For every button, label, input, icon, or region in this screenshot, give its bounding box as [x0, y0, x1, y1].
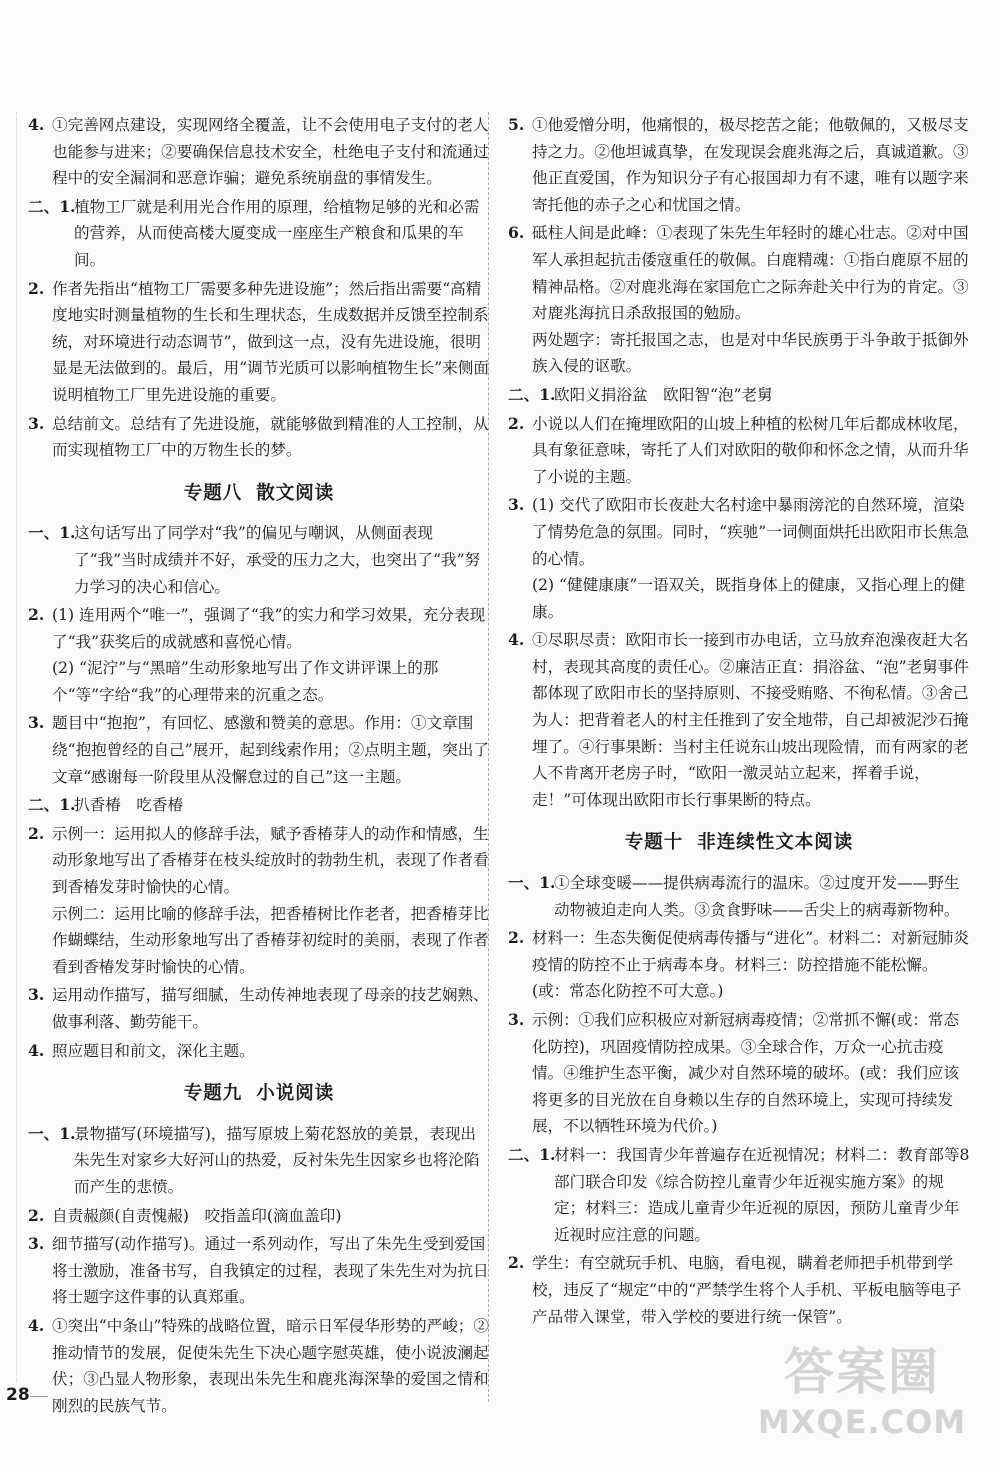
left-block-2 [28, 520, 490, 1064]
item-number: 2. [28, 823, 45, 843]
item-number: 2. [508, 413, 525, 433]
item-number: 2. [28, 605, 45, 625]
answer-item [508, 112, 970, 218]
answer-item [28, 276, 490, 409]
answer-item [28, 411, 490, 464]
answer-item [28, 1313, 490, 1419]
watermark-logo [752, 1341, 972, 1461]
answer-item [508, 925, 970, 1005]
item-number: 5. [508, 115, 525, 134]
answer-item [28, 1231, 490, 1311]
answer-text: 示例二：运用比喻的修辞手法，把香椿树比作老者，把香椿芽比作蝴蝶结，生动形象地写出了香椿芽初绽时的美丽，表现了作者看到香椿发芽时愉快的心情。 [52, 904, 489, 976]
item-number: 3. [508, 495, 525, 515]
answer-text: (2) “健健康康”一语双关，既指身体上的健康，又指心理上的健康。 [532, 576, 965, 621]
answer-item [508, 382, 970, 409]
answer-text: 照应题目和前文，深化主题。 [52, 1041, 255, 1060]
answer-text: ①突出“中条山”特殊的战略位置，暗示日军侵华形势的严峻；②推动情节的发展，促使朱先生下决心题字慰英雄，使小说波澜起伏；③凸显人物形象，表现出朱先生和鹿兆海深挚的爱国之情和刚烈的民族气节。 [52, 1316, 489, 1415]
answer-text: 材料一：我国青少年普遍存在近视情况；材料二：教育部等8部门联合印发《综合防控儿童青少年近视实施方案》的规定；材料三：造成儿童青少年近视的原因，预防儿童青少年近视时应注意的问题。 [554, 1145, 970, 1244]
item-number: 3. [508, 1010, 525, 1029]
item-number: 2. [28, 278, 45, 298]
section-heading-10 [508, 830, 970, 857]
watermark-mark: 答案圈 [784, 1343, 940, 1401]
heading-number: 专题十 [624, 832, 684, 854]
answer-item [28, 792, 490, 819]
answer-text: 欧阳义捐浴盆 欧阳智“泡”老舅 [554, 385, 773, 404]
answer-text: (1) 交代了欧阳市长夜赴大名村途中暴雨滂沱的自然环境，渲染了情势危急的氛围。同时，“疾驰”一词侧面烘托出欧阳市长焦急的心情。 [532, 496, 969, 568]
answer-text: ①完善网点建设，实现网络全覆盖，让不会使用电子支付的老人也能参与进来；②要确保信息技术安全，杜绝电子支付和流通过程中的安全漏洞和恶意诈骗；避免系统崩盘的事情发生。 [52, 116, 489, 188]
answer-text: 细节描写(动作描写)。通过一系列动作，写出了朱先生受到爱国将士激励，准备书写，自我镇定的过程，表现了朱先生对为抗日将士题字这件事的认真郑重。 [52, 1235, 489, 1307]
item-number: 二、1. [508, 384, 556, 404]
answer-text: (1) 连用两个“唯一”，强调了“我”的实力和学习效果，充分表现了“我”获奖后的成就感和喜悦心情。 [52, 606, 486, 651]
section-heading-9 [28, 1081, 490, 1108]
answer-item [508, 492, 970, 625]
answer-item [28, 821, 490, 981]
answer-text: ①全球变暖——提供病毒流行的温床。②过度开发——野生动物被迫走向人类。③贪食野味——舌尖上的病毒新物种。 [554, 874, 960, 919]
item-number: 3. [28, 713, 45, 733]
answer-item [508, 1142, 970, 1248]
left-block-3 [28, 1121, 490, 1420]
answer-text: 自责赧颜(自责愧赧) 咬指盖印(滴血盖印) [52, 1206, 342, 1225]
item-number: 4. [508, 630, 525, 650]
answer-item [28, 194, 490, 274]
section-heading-8 [28, 481, 490, 508]
answer-item [508, 1250, 970, 1330]
answer-text: 扒香椿 吃香椿 [74, 796, 184, 815]
item-number: 2. [508, 1253, 525, 1273]
item-number: 3. [28, 1234, 45, 1254]
right-block-1 [508, 112, 970, 813]
watermark-url: MXQE.COM [757, 1403, 967, 1441]
answer-item [28, 1203, 490, 1230]
item-number: 2. [28, 1205, 45, 1225]
answer-text: 小说以人们在掩埋欧阳的山坡上种植的松树几年后都成林收尾，具有象征意味，寄托了人们对欧阳的敬仰和怀念之情，从而升华了小说的主题。 [532, 414, 969, 486]
heading-title: 散文阅读 [256, 482, 335, 504]
answer-text: 示例：①我们应积极应对新冠病毒疫情；②常抓不懈(或：常态化防控)，巩固疫情防控成果。③全球合作，万众一心抗击疫情。④维护生态平衡，减少对自然环境的破坏。(或：我们应该将更多的目光放在自身赖以生存的自然环境上，实现可持续发展，不以牺牲环境为代价。) [532, 1011, 960, 1136]
answer-item [508, 870, 970, 923]
answer-item [508, 627, 970, 813]
answer-text: 砥柱人间是此峰：①表现了朱先生年轻时的雄心壮志。②对中国军人承担起抗击倭寇重任的敬佩。白鹿精魂：①指白鹿原不屈的精神品格。②对鹿兆海在家国危亡之际奔赴关中行为的肯定。③对鹿兆海抗日杀敌报国的勉励。 [532, 224, 969, 323]
item-number: 二、1. [28, 795, 76, 815]
left-column [28, 112, 490, 1419]
answer-text: ①他爱憎分明，他痛恨的，极尽挖苦之能；他敬佩的，又极尽支持之力。②他坦诚真挚，在发现误会鹿兆海之后，真诚道歉。③他正直爱国，作为知识分子有心报国却力有不逮，唯有以题字来寄托他的赤子之心和忧国之情。 [532, 116, 969, 214]
answer-item [28, 710, 490, 790]
item-number: 4. [28, 1315, 45, 1335]
right-block-2 [508, 870, 970, 1330]
right-column [508, 112, 970, 1330]
answer-item [28, 602, 490, 708]
answer-item [28, 1121, 490, 1201]
answer-item [28, 982, 490, 1035]
item-number: 4. [28, 115, 45, 134]
answer-text: 景物描写(环境描写)，描写原坡上菊花怒放的美景，表现出朱先生对家乡大好河山的热爱，反衬朱先生因家乡也将沦陷而产生的悲愤。 [74, 1124, 480, 1196]
answer-text: 作者先指出“植物工厂需要多种先进设施”；然后指出需要“高精度地实时测量植物的生长和生理状态，生成数据并反馈至控制系统，对环境进行动态调节”，做到这一点，没有先进设施，很明显是无法做到的。最后，用“调节光质可以影响植物生长”来侧面说明植物工厂里先进设施的重要。 [52, 279, 489, 404]
item-number: 3. [28, 985, 45, 1005]
item-number: 二、1. [508, 1144, 556, 1164]
page-number-rule [30, 1396, 48, 1397]
item-number: 4. [28, 1040, 45, 1060]
heading-number: 专题八 [183, 482, 243, 504]
answer-item [28, 520, 490, 600]
answer-text: 这句话写出了同学对“我”的偏见与嘲讽，从侧面表现了“我”当时成绩并不好，承受的压力之大，也突出了“我”努力学习的决心和信心。 [74, 524, 481, 596]
heading-number: 专题九 [183, 1083, 243, 1105]
item-number: 二、1. [28, 196, 76, 216]
page-number: 28 [6, 1385, 30, 1405]
item-number: 2. [508, 928, 525, 948]
answer-text: 两处题字：寄托报国之志，也是对中华民族勇于斗争敢于抵御外族入侵的讴歌。 [532, 330, 969, 376]
answer-text: 学生：有空就玩手机、电脑，看电视，瞒着老师把手机带到学校，违反了“规定”中的“严禁学生将个人手机、平板电脑等电子产品带入课堂，带入学校的要进行统一保管”。 [532, 1254, 962, 1326]
item-number: 一、1. [508, 873, 556, 893]
answer-text: 总结前文。总结有了先进设施，就能够做到精准的人工控制，从而实现植物工厂中的万物生长的梦。 [52, 414, 489, 460]
item-number: 3. [28, 413, 45, 433]
answer-text: 题目中“抱抱”，有回忆、感激和赞美的意思。作用：①文章围绕“抱抱曾经的自己”展开，起到线索作用；②点明主题，突出了文章“感谢每一阶段里从没懈怠过的自己”这一主题。 [52, 714, 489, 786]
answer-text: 运用动作描写，描写细腻，生动传神地表现了母亲的技艺娴熟、做事利落、勤劳能干。 [52, 986, 489, 1031]
answer-text: 植物工厂就是利用光合作用的原理，给植物足够的光和必需的营养，从而使高楼大厦变成一座座生产粮食和瓜果的车间。 [74, 197, 480, 269]
item-number: 6. [508, 223, 525, 243]
answer-item [508, 411, 970, 491]
answer-item [28, 1038, 490, 1065]
heading-title: 非连续性文本阅读 [697, 832, 854, 854]
answer-text: (2) “泥泞”与“黑暗”生动形象地写出了作文讲评课上的那个“等”字给“我”的心理带来的沉重之态。 [52, 659, 439, 704]
answer-text: 材料一：生态失衡促使病毒传播与“进化”。材料二：对新冠肺炎疫情的防控不止于病毒本身。材料三：防控措施不能松懈。(或：常态化防控不可大意。) [532, 929, 969, 1001]
item-number: 一、1. [28, 523, 76, 543]
answer-item [28, 112, 490, 192]
item-number: 一、1. [28, 1123, 76, 1143]
answer-text: ①尽职尽责：欧阳市长一接到市办电话，立马放弃泡澡夜赶大名村，表现其高度的责任心。②廉洁正直：捐浴盆、“泡”老舅事件都体现了欧阳市长的坚持原则、不接受贿赂、不徇私情。③舍己为人：把背着老人的村主任推到了安全地带，自己却被泥沙石掩埋了。④行事果断：当村主任说东山坡出现险情，而有两家的老人不肯离开老房子时，“欧阳一激灵站立起来，挥着手说，走！”可体现出欧阳市长行事果断的特点。 [532, 631, 969, 809]
answer-text: 示例一：运用拟人的修辞手法，赋予香椿芽人的动作和情感，生动形象地写出了香椿芽在枝头绽放时的勃勃生机，表现了作者看到香椿发芽时愉快的心情。 [52, 824, 489, 897]
left-block-1 [28, 112, 490, 464]
answer-item [508, 1007, 970, 1140]
heading-title: 小说阅读 [256, 1083, 335, 1105]
answer-item [508, 220, 970, 380]
margin-dotted-line [16, 112, 17, 1382]
